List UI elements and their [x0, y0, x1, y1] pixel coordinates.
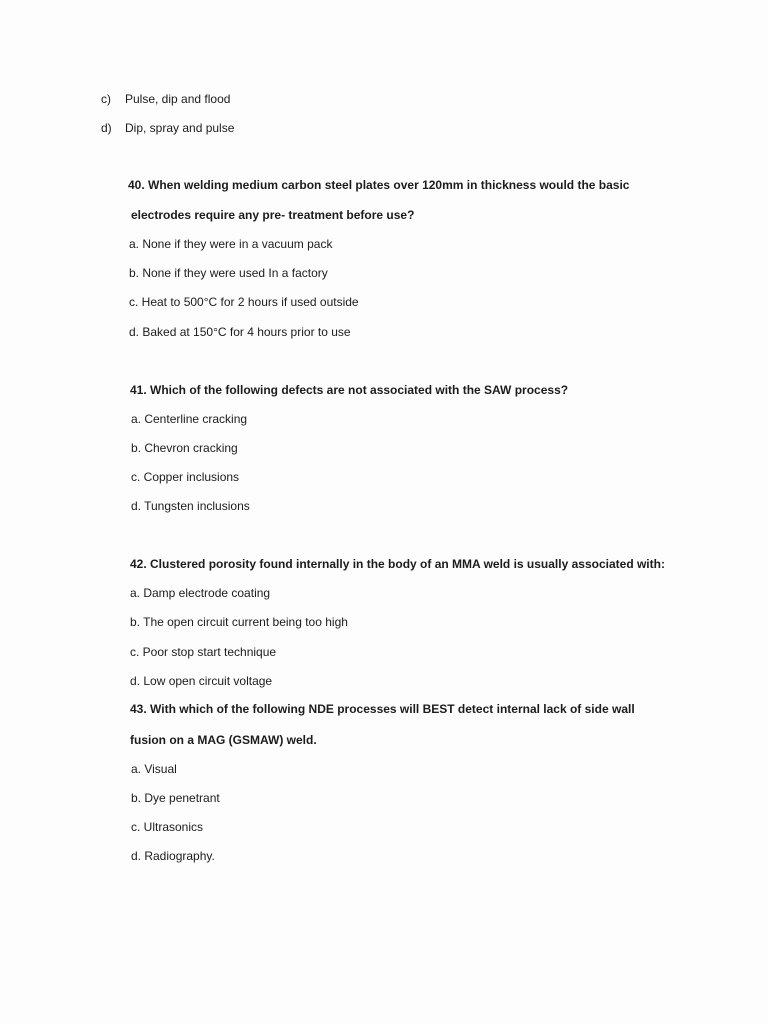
q41-stem: 41. Which of the following defects are not associated with the SAW process? — [130, 383, 569, 397]
q42-option-a: a. Damp electrode coating — [130, 586, 271, 600]
q42-option-c: c. Poor stop start technique — [130, 645, 277, 659]
q40-stem-line1: 40. When welding medium carbon steel plates over 120mm in thickness would the basic — [128, 178, 630, 192]
q40-option-a: a. None if they were in a vacuum pack — [129, 237, 333, 251]
q40-option-b: b. None if they were used In a factory — [129, 266, 328, 280]
q40-option-c: c. Heat to 500°C for 2 hours if used outside — [129, 295, 359, 309]
q41-option-c: c. Copper inclusions — [131, 470, 240, 484]
prev-option-c — [101, 92, 230, 106]
q43-option-a: a. Visual — [131, 762, 177, 776]
q42-option-d: d. Low open circuit voltage — [130, 674, 273, 688]
q42-stem: 42. Clustered porosity found internally in the body of an MMA weld is usually associated with: — [130, 557, 665, 571]
q43-option-b: b. Dye penetrant — [131, 791, 220, 805]
prev-option-d-text: Dip, spray and pulse — [125, 121, 235, 135]
prev-option-c-text: Pulse, dip and flood — [125, 92, 231, 106]
q43-stem-line1: 43. With which of the following NDE processes will BEST detect internal lack of side wall — [130, 702, 635, 716]
q42-option-b: b. The open circuit current being too high — [130, 615, 348, 629]
q41-option-d: d. Tungsten inclusions — [131, 499, 250, 513]
q41-option-a: a. Centerline cracking — [131, 412, 248, 426]
q41-option-b: b. Chevron cracking — [131, 441, 238, 455]
q40-option-d: d. Baked at 150°C for 4 hours prior to use — [129, 325, 351, 339]
prev-option-d-letter: d) — [101, 121, 112, 135]
prev-option-d — [101, 121, 234, 135]
q43-option-c: c. Ultrasonics — [131, 820, 204, 834]
q43-option-d: d. Radiography. — [131, 849, 215, 863]
q40-stem-line2: electrodes require any pre- treatment before use? — [131, 208, 415, 222]
prev-option-c-letter: c) — [101, 92, 111, 106]
q43-stem-line2: fusion on a MAG (GSMAW) weld. — [130, 733, 317, 747]
